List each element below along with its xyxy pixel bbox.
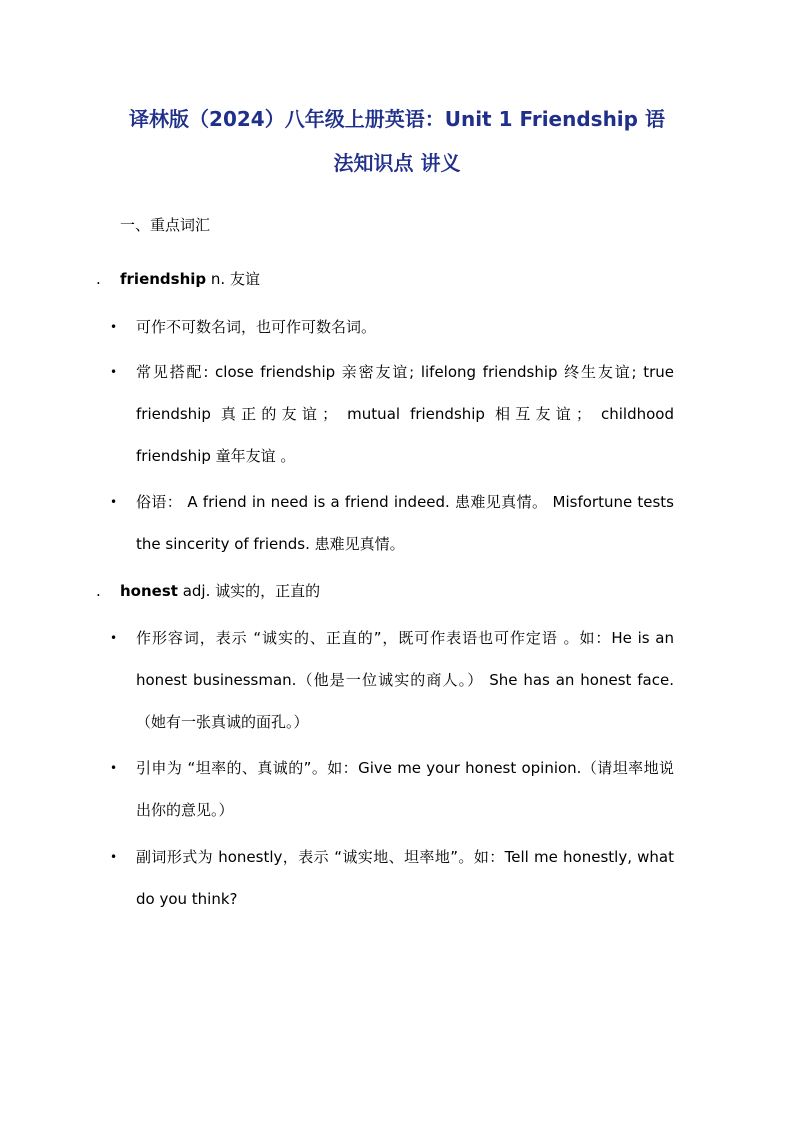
document-title xyxy=(100,97,694,185)
list-item xyxy=(110,306,674,348)
bullet-icon: • xyxy=(110,850,118,864)
list-item-text: 可作不可数名词，也可作可数名词。 xyxy=(136,318,377,336)
title-line-2: 法知识点 讲义 xyxy=(333,151,461,175)
term-word: friendship xyxy=(120,270,207,288)
bullet-icon: • xyxy=(110,631,118,645)
list-item-text: 副词形式为 honestly，表示 “诚实地、坦率地”。如：Tell me honestly, what do you think? xyxy=(136,848,674,908)
list-item-text: 常见搭配: close friendship 亲密友谊; lifelong friendship 终生友谊; true friendship 真正的友谊； mutual friendship 相互友谊； childhood friendship 童年友谊 。 xyxy=(136,363,674,465)
term-heading-honest xyxy=(96,578,320,604)
bullet-icon: • xyxy=(110,365,118,379)
term-marker: . xyxy=(96,582,101,600)
list-item xyxy=(110,481,674,565)
term-marker: . xyxy=(96,270,101,288)
term-word: honest xyxy=(120,582,178,600)
list-item-text: 引申为 “坦率的、真诚的”。如：Give me your honest opinion.（请坦率地说出你的意见。） xyxy=(136,759,674,819)
term-heading-friendship xyxy=(96,266,260,292)
term-meaning: adj. 诚实的，正直的 xyxy=(177,582,321,600)
term-meaning: n. 友谊 xyxy=(206,270,260,288)
bullet-icon: • xyxy=(110,761,118,775)
list-item-text: 作形容词，表示 “诚实的、正直的”，既可作表语也可作定语 。如：He is an honest businessman.（他是一位诚实的商人。） She has an honest face.（她有一张真诚的面孔。） xyxy=(136,629,674,731)
list-item xyxy=(110,351,674,477)
bullet-icon: • xyxy=(110,320,118,334)
list-item xyxy=(110,836,674,920)
list-item xyxy=(110,617,674,743)
title-line-1: 译林版（2024）八年级上册英语：Unit 1 Friendship 语 xyxy=(129,107,665,131)
list-item xyxy=(110,747,674,831)
section-heading: 一、重点词汇 xyxy=(120,216,211,234)
list-item-text: 俗语： A friend in need is a friend indeed. 患难见真情。 Misfortune tests the sincerity of friends. 患难见真情。 xyxy=(136,493,674,553)
bullet-icon: • xyxy=(110,495,118,509)
